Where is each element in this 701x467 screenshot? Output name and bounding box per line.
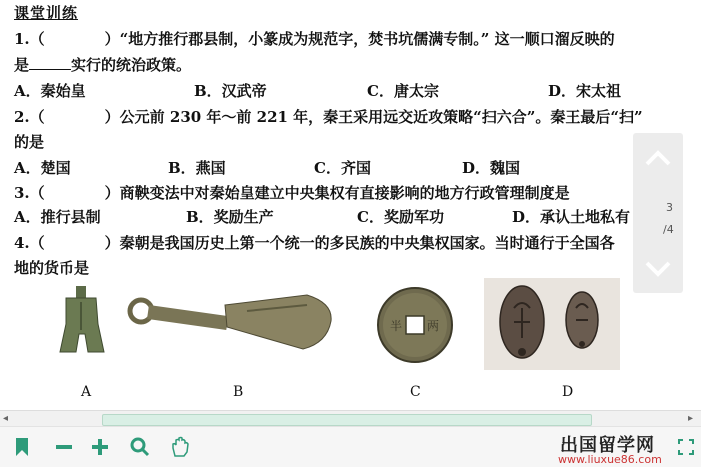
chevron-down-icon [644,260,672,278]
spade-coin-image [52,286,112,358]
q2-line1: 2.（ ）公元前 230 年～前 221 年，秦王采用远交近攻策略“扫六合”。秦王最后“扫” [14,108,643,126]
image-label-b: B [233,384,244,400]
page-nav-panel [633,133,683,293]
q2-line2: 的是 [14,133,45,151]
q2-option-c[interactable]: C．齐国 [314,159,371,177]
fullscreen-icon [678,439,694,455]
q1-option-c[interactable]: C．唐太宗 [367,82,439,100]
section-title: 课堂训练 [14,4,79,22]
q3-option-d[interactable]: D．承认土地私有 [512,208,631,226]
current-page-number: 3 [666,201,673,214]
fullscreen-button[interactable] [674,435,698,459]
plus-icon [91,438,109,456]
q3-option-c[interactable]: C．奖励军功 [357,208,444,226]
q2-option-b[interactable]: B．燕国 [168,159,226,177]
q1-option-d[interactable]: D．宋太祖 [548,82,622,100]
q3-line1: 3.（ ）商鞅变法中对秦始皇建立中央集权有直接影响的地方行政管理制度是 [14,184,570,202]
q2-option-d[interactable]: D．魏国 [462,159,521,177]
q1-option-b[interactable]: B．汉武帝 [194,82,267,100]
prev-page-button[interactable] [633,133,683,183]
search-icon [130,437,150,457]
q3-option-a[interactable]: A．推行县制 [14,208,101,226]
q1-line1: 1.（ ）“地方推行郡县制，小篆成为规范字，焚书坑儒满专制。” 这一顺口溜反映的 [14,30,615,48]
bookmark-button[interactable] [10,435,34,459]
scroll-right-icon[interactable]: ▸ [688,413,694,424]
q1-option-a[interactable]: A．秦始皇 [14,82,86,100]
image-label-d: D [562,384,574,400]
ant-nose-coin-image [484,278,620,370]
brand-name: 出国留学网 [560,435,655,456]
knife-coin-image [127,291,339,355]
bookmark-icon [14,437,30,457]
viewer-toolbar [0,426,701,467]
hand-icon [170,436,190,458]
q4-line2: 地的货币是 [14,259,90,277]
pan-tool-button[interactable] [168,435,192,459]
zoom-in-button[interactable] [88,435,112,459]
round-coin-image [375,285,455,365]
image-label-c: C [410,384,421,400]
scroll-left-icon[interactable]: ◂ [3,413,9,424]
minus-icon [55,438,73,456]
site-logo [558,431,662,466]
q3-option-b[interactable]: B．奖励生产 [186,208,274,226]
brand-url: www.liuxue86.com [558,453,662,466]
answer-blank [29,55,71,70]
chevron-up-icon [644,149,672,167]
q4-line1: 4.（ ）秦朝是我国历史上第一个统一的多民族的中央集权国家。当时通行于全国各 [14,234,615,252]
next-page-button[interactable] [633,245,683,293]
q1-line2: 是 实行的统治政策。 [14,56,192,74]
total-pages: /4 [663,223,674,236]
svg-text:半: 半 [390,319,403,333]
image-label-a: A [81,384,92,400]
scrollbar-thumb[interactable] [102,414,592,426]
zoom-out-button[interactable] [52,435,76,459]
horizontal-scrollbar[interactable] [0,410,701,427]
svg-text:两: 两 [427,319,440,333]
q2-option-a[interactable]: A．楚国 [14,159,71,177]
search-button[interactable] [128,435,152,459]
